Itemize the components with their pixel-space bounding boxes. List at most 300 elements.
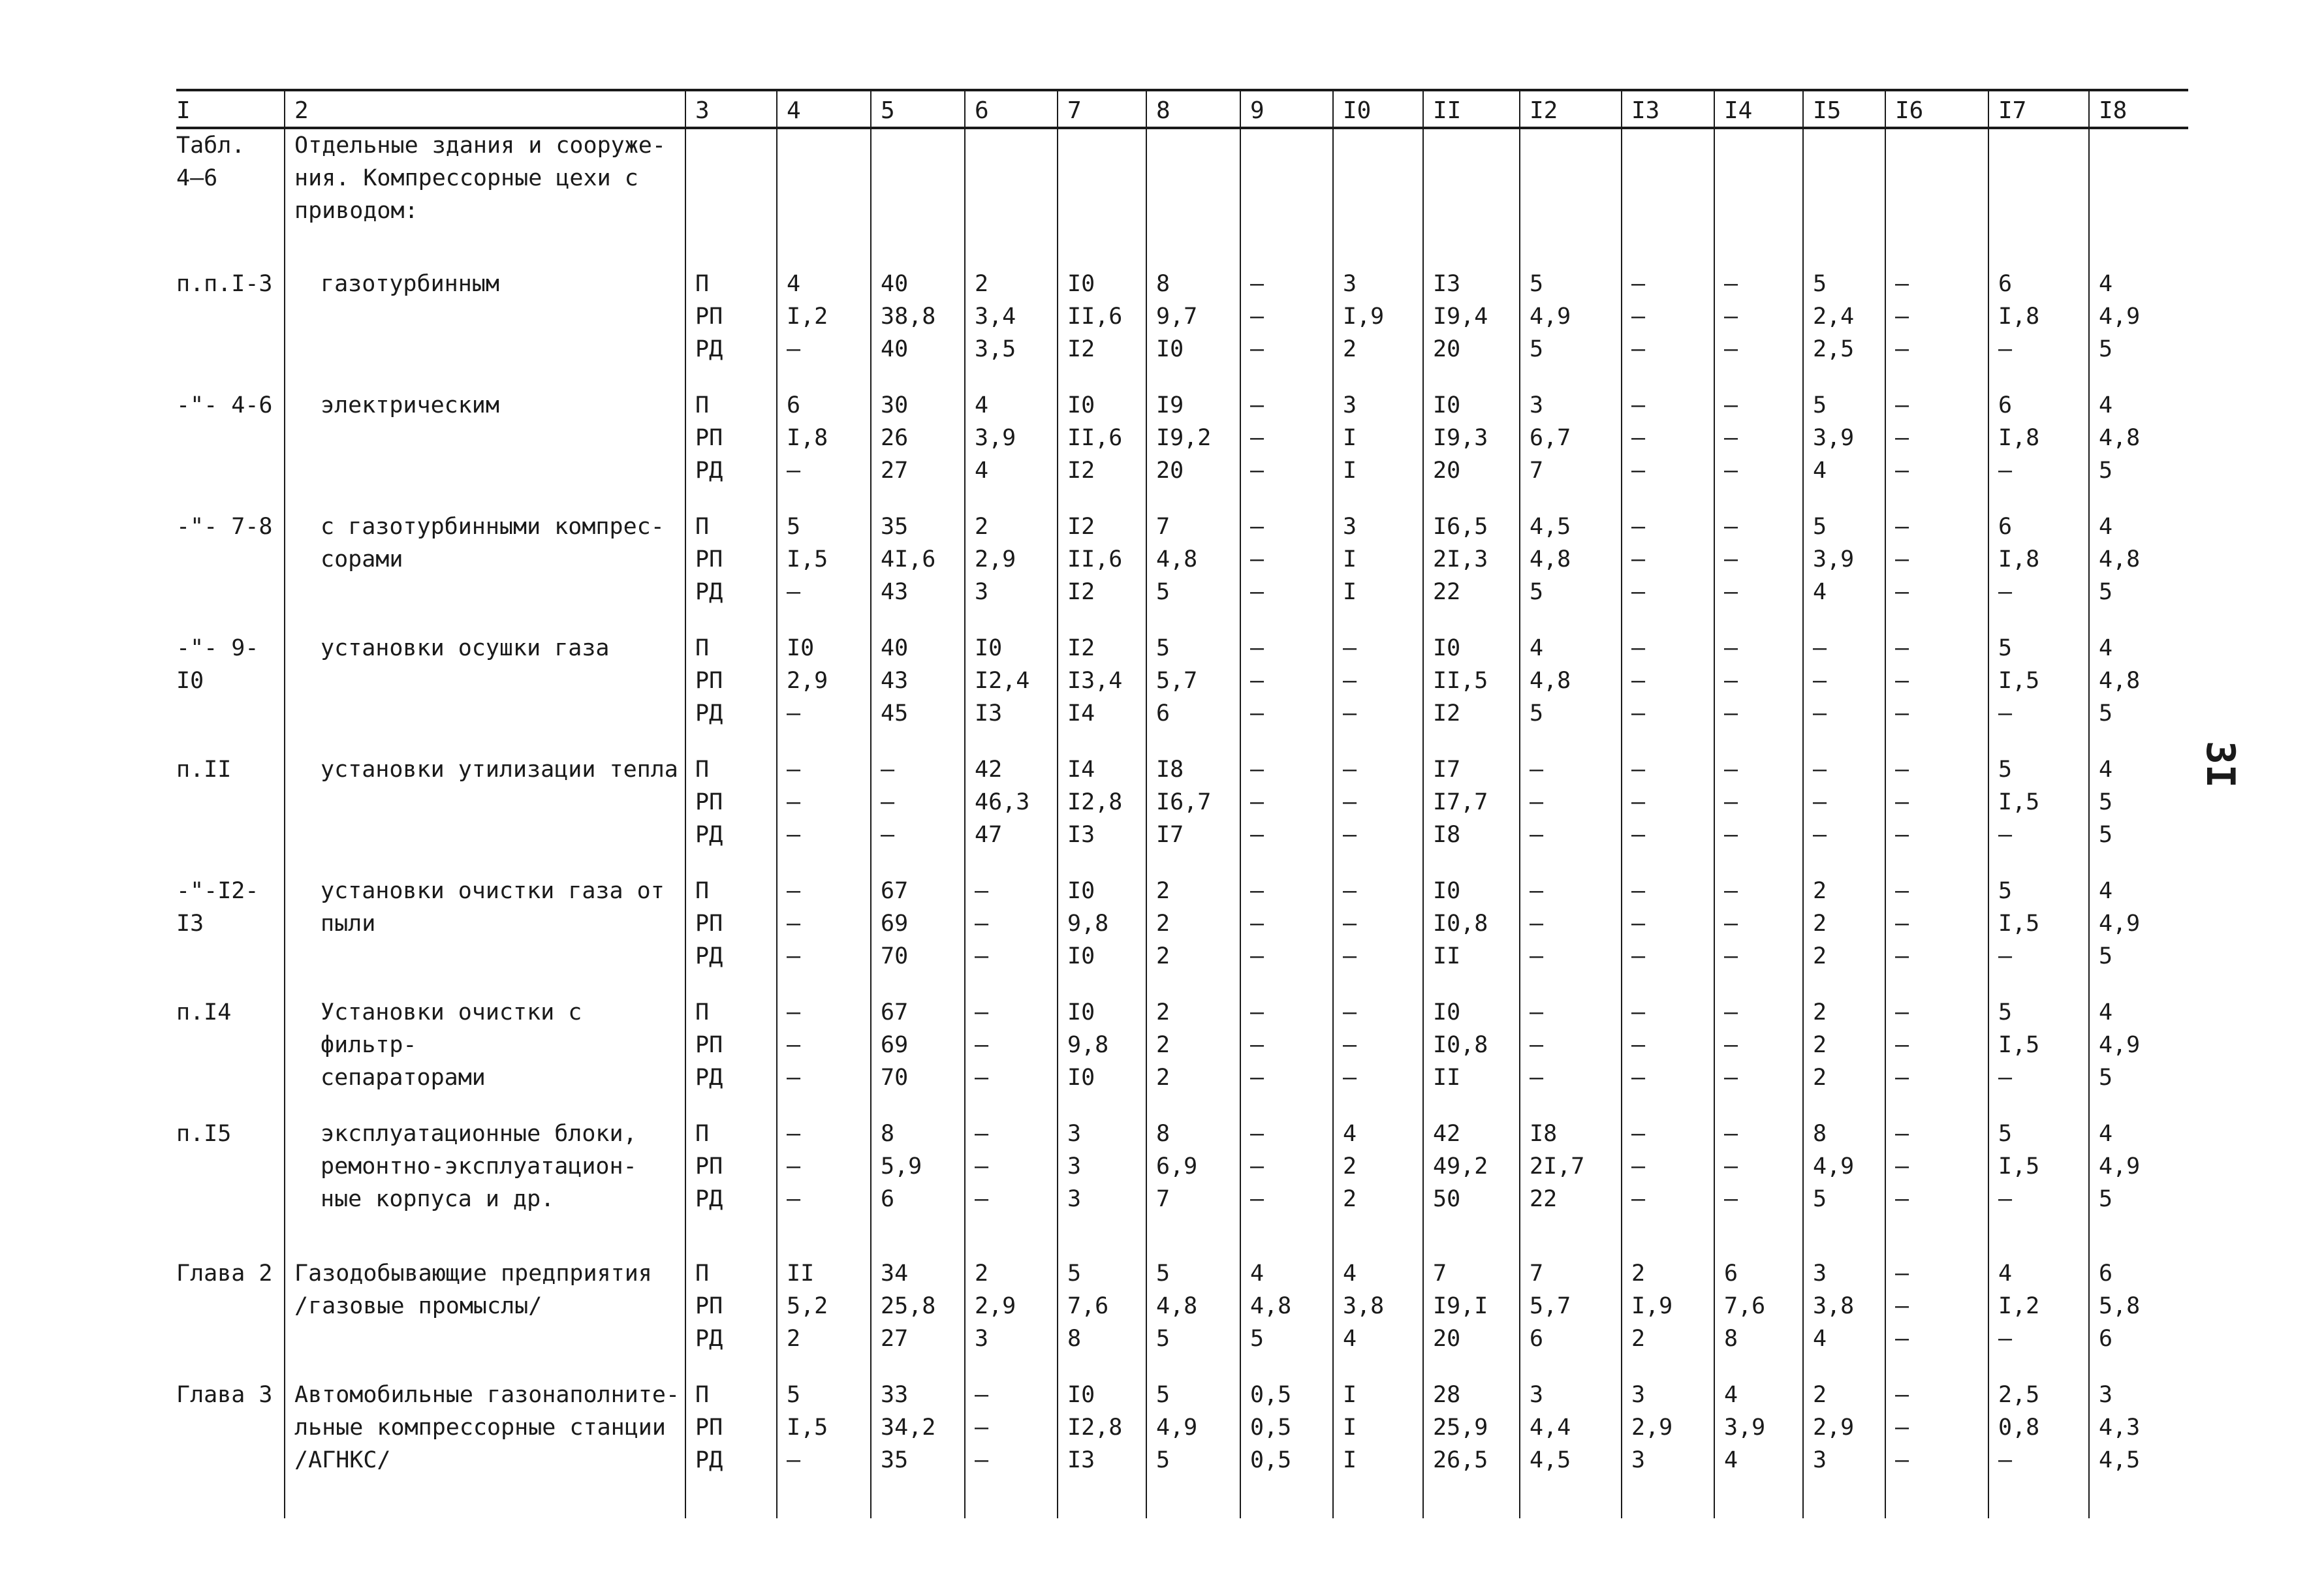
- cell-value: 4: [1724, 1447, 1738, 1473]
- cell-value: 3,9: [975, 425, 1016, 451]
- value-cell: [1714, 875, 1803, 996]
- value-cell: [1803, 389, 1885, 510]
- cell-value: I: [1343, 425, 1357, 451]
- cell-value: 2: [787, 1326, 801, 1352]
- cell-value: –: [1724, 336, 1738, 362]
- value-cell: [1423, 996, 1520, 1118]
- cell-value: I0: [1067, 392, 1095, 418]
- cell-value: 3,4: [975, 304, 1016, 330]
- cell-value: I3: [1067, 1447, 1095, 1473]
- cell-value: –: [1998, 1326, 2013, 1352]
- data-table: [176, 89, 2188, 1518]
- table-row: [176, 510, 2188, 632]
- table-row: [176, 753, 2188, 875]
- cell-value: 2,9: [975, 1293, 1016, 1319]
- cell-value: 3: [1631, 1447, 1646, 1473]
- cell-value: –: [1724, 943, 1738, 969]
- row-description: Установки очистки с фильтр- сепараторами: [285, 996, 685, 1118]
- value-cell: [965, 268, 1058, 389]
- value-cell: [1803, 1257, 1885, 1379]
- cell-value: –: [1724, 1032, 1738, 1058]
- cell-value: 33: [881, 1382, 909, 1408]
- cell-value: –: [1530, 1032, 1544, 1058]
- value-cell: [1240, 753, 1333, 875]
- cell-value: –: [1631, 757, 1646, 783]
- value-cell: [965, 1379, 1058, 1518]
- value-cell: [1423, 753, 1520, 875]
- cell-value: 2: [1813, 1032, 1827, 1058]
- cell-value: –: [787, 911, 801, 937]
- cell-value: I2,8: [1067, 789, 1123, 815]
- cell-value: –: [787, 878, 801, 904]
- cell-value: 40: [881, 336, 909, 362]
- cell-value: 8: [1724, 1326, 1738, 1352]
- cell-value: –: [1250, 546, 1264, 572]
- cell-value: 5: [2099, 579, 2113, 605]
- cell-value: –: [787, 757, 801, 783]
- cell-value: –: [787, 1032, 801, 1058]
- value-cell: [1622, 996, 1714, 1118]
- cell-value: 5: [2099, 700, 2113, 727]
- cell-value: 3: [1343, 392, 1357, 418]
- value-cell: [871, 875, 965, 996]
- cell-value: –: [1724, 546, 1738, 572]
- cell-value: –: [1530, 911, 1544, 937]
- cell-value: –: [1343, 822, 1357, 848]
- cell-value: 5,8: [2099, 1293, 2141, 1319]
- value-cell: [1988, 1118, 2089, 1257]
- table-row: [176, 1379, 2188, 1518]
- row-description: установки очистки газа от пыли: [285, 875, 685, 996]
- cell-value: –: [1343, 1065, 1357, 1091]
- value-cell: [1240, 510, 1333, 632]
- value-cell: [1714, 1257, 1803, 1379]
- value-cell: [1885, 996, 1988, 1118]
- cell-value: 4,8: [2099, 546, 2141, 572]
- column-header: 8: [1146, 90, 1240, 128]
- cell-value: –: [787, 579, 801, 605]
- cell-value: –: [1250, 1186, 1264, 1212]
- cell-value: –: [1250, 458, 1264, 484]
- cell-value: 6: [2099, 1326, 2113, 1352]
- value-cell: [1333, 753, 1423, 875]
- cell-value: I,9: [1631, 1293, 1673, 1319]
- cell-value: 40: [881, 271, 909, 297]
- cell-value: 4: [1813, 1326, 1827, 1352]
- data-table-sheet: [176, 89, 2188, 1505]
- cell-value: 4: [1250, 1260, 1264, 1287]
- cell-value: 2: [1813, 943, 1827, 969]
- cell-value: –: [1895, 1326, 1909, 1352]
- value-cell: [1240, 996, 1333, 1118]
- cell-value: 3: [1067, 1121, 1082, 1147]
- cell-value: 6: [1998, 271, 2013, 297]
- cell-value: 42: [975, 757, 1003, 783]
- cell-value: 2: [1813, 878, 1827, 904]
- cell-value: –: [787, 789, 801, 815]
- cell-value: –: [1724, 999, 1738, 1025]
- value-cell: [1622, 632, 1714, 753]
- row-codes: [685, 753, 777, 875]
- cell-value: 5: [2099, 789, 2113, 815]
- cell-value: 5: [1813, 514, 1827, 540]
- table-row: [176, 875, 2188, 996]
- cell-value: 34: [881, 1260, 909, 1287]
- cell-value: 3: [1813, 1260, 1827, 1287]
- cell-value: 4,8: [1530, 668, 1571, 694]
- cell-value: 4,9: [1530, 304, 1571, 330]
- cell-value: 20: [1156, 458, 1184, 484]
- value-cell: [1423, 1257, 1520, 1379]
- cell-value: –: [1343, 1032, 1357, 1058]
- cell-value: –: [1343, 943, 1357, 969]
- cell-value: I6,5: [1433, 514, 1488, 540]
- cell-value: 5: [2099, 943, 2113, 969]
- value-cell: [1520, 1379, 1622, 1518]
- cell-value: 5: [1813, 392, 1827, 418]
- cell-value: 2: [975, 514, 989, 540]
- cell-value: 2: [975, 1260, 989, 1287]
- code-label: П: [695, 1121, 710, 1147]
- cell-value: –: [1895, 1032, 1909, 1058]
- cell-value: 67: [881, 999, 909, 1025]
- cell-value: 7: [1156, 1186, 1170, 1212]
- cell-value: I: [1343, 546, 1357, 572]
- value-cell: [2089, 128, 2188, 268]
- cell-value: II: [787, 1260, 815, 1287]
- cell-value: –: [1895, 822, 1909, 848]
- cell-value: –: [1895, 579, 1909, 605]
- cell-value: –: [1895, 668, 1909, 694]
- cell-value: –: [1530, 878, 1544, 904]
- cell-value: –: [1724, 878, 1738, 904]
- cell-value: 6: [2099, 1260, 2113, 1287]
- value-cell: [1885, 753, 1988, 875]
- code-label: РД: [695, 1326, 723, 1352]
- column-header: I: [176, 90, 285, 128]
- cell-value: –: [1631, 579, 1646, 605]
- cell-value: I,5: [1998, 1032, 2040, 1058]
- cell-value: 4,5: [2099, 1447, 2141, 1473]
- cell-value: 2: [1813, 911, 1827, 937]
- cell-value: –: [1530, 789, 1544, 815]
- cell-value: –: [1895, 1260, 1909, 1287]
- cell-value: I2: [1067, 579, 1095, 605]
- cell-value: –: [1250, 822, 1264, 848]
- cell-value: –: [1724, 1121, 1738, 1147]
- cell-value: I,5: [1998, 911, 2040, 937]
- code-label: РП: [695, 304, 723, 330]
- value-cell: [1240, 1257, 1333, 1379]
- cell-value: I2,8: [1067, 1415, 1123, 1441]
- row-reference: -"-I2-I3: [176, 878, 259, 937]
- cell-value: 3,8: [1813, 1293, 1855, 1319]
- cell-value: 5: [2099, 822, 2113, 848]
- cell-value: I0: [1067, 999, 1095, 1025]
- cell-value: 3,5: [975, 336, 1016, 362]
- cell-value: –: [1631, 911, 1646, 937]
- cell-value: –: [1724, 822, 1738, 848]
- cell-value: –: [787, 1065, 801, 1091]
- value-cell: [965, 632, 1058, 753]
- cell-value: 47: [975, 822, 1003, 848]
- cell-value: –: [1250, 514, 1264, 540]
- cell-value: I2: [1067, 635, 1095, 661]
- cell-value: 70: [881, 1065, 909, 1091]
- cell-value: I9,3: [1433, 425, 1488, 451]
- value-cell: [1622, 1379, 1714, 1518]
- cell-value: 4,3: [2099, 1415, 2141, 1441]
- value-cell: [777, 632, 871, 753]
- cell-value: 67: [881, 878, 909, 904]
- cell-value: 4,8: [1156, 546, 1198, 572]
- code-label: РП: [695, 668, 723, 694]
- cell-value: 4,8: [1530, 546, 1571, 572]
- cell-value: –: [1895, 1153, 1909, 1180]
- cell-value: –: [1631, 822, 1646, 848]
- cell-value: I,5: [1998, 789, 2040, 815]
- value-cell: [871, 632, 965, 753]
- cell-value: 3,9: [1813, 546, 1855, 572]
- cell-value: 35: [881, 514, 909, 540]
- cell-value: –: [1631, 1065, 1646, 1091]
- column-header: I7: [1988, 90, 2089, 128]
- value-cell: [1058, 510, 1146, 632]
- cell-value: 45: [881, 700, 909, 727]
- cell-value: –: [1813, 822, 1827, 848]
- cell-value: –: [1998, 943, 2013, 969]
- cell-value: –: [1530, 822, 1544, 848]
- cell-value: 4: [2099, 878, 2113, 904]
- cell-value: 6: [1724, 1260, 1738, 1287]
- cell-value: I: [1343, 1447, 1357, 1473]
- value-cell: [2089, 996, 2188, 1118]
- value-cell: [1803, 996, 1885, 1118]
- cell-value: I0: [1433, 392, 1461, 418]
- cell-value: –: [1530, 1065, 1544, 1091]
- cell-value: 4: [975, 458, 989, 484]
- value-cell: [1520, 996, 1622, 1118]
- value-cell: [2089, 268, 2188, 389]
- value-cell: [1520, 875, 1622, 996]
- value-cell: [1803, 875, 1885, 996]
- cell-value: –: [1895, 1382, 1909, 1408]
- cell-value: –: [1343, 700, 1357, 727]
- cell-value: 4,9: [2099, 1032, 2141, 1058]
- value-cell: [1333, 1118, 1423, 1257]
- cell-value: 2: [1631, 1260, 1646, 1287]
- cell-value: 5: [1156, 635, 1170, 661]
- code-label: П: [695, 1260, 710, 1287]
- cell-value: 3,9: [1724, 1415, 1766, 1441]
- cell-value: I,5: [787, 1415, 828, 1441]
- cell-value: –: [1724, 911, 1738, 937]
- column-header: 7: [1058, 90, 1146, 128]
- cell-value: –: [1895, 635, 1909, 661]
- value-cell: [965, 1118, 1058, 1257]
- code-label: РД: [695, 943, 723, 969]
- cell-value: –: [1631, 943, 1646, 969]
- cell-value: –: [1250, 1032, 1264, 1058]
- cell-value: –: [1250, 635, 1264, 661]
- table-body: [176, 128, 2188, 1518]
- value-cell: [2089, 510, 2188, 632]
- cell-value: –: [1530, 999, 1544, 1025]
- cell-value: 4,8: [2099, 425, 2141, 451]
- column-header: II: [1423, 90, 1520, 128]
- value-cell: [1423, 268, 1520, 389]
- cell-value: –: [1724, 1153, 1738, 1180]
- cell-value: 4: [1343, 1260, 1357, 1287]
- cell-value: –: [1813, 700, 1827, 727]
- cell-value: –: [1631, 1186, 1646, 1212]
- cell-value: 4: [1813, 579, 1827, 605]
- row-reference: п.I4: [176, 999, 232, 1025]
- cell-value: 5: [1813, 271, 1827, 297]
- code-label: РД: [695, 579, 723, 605]
- row-codes: [685, 1257, 777, 1379]
- cell-value: –: [1895, 271, 1909, 297]
- value-cell: [1146, 1118, 1240, 1257]
- cell-value: –: [1724, 304, 1738, 330]
- value-cell: [1714, 996, 1803, 1118]
- cell-value: 2I,3: [1433, 546, 1488, 572]
- cell-value: –: [1724, 271, 1738, 297]
- cell-value: 2: [1813, 1065, 1827, 1091]
- cell-value: –: [1250, 1121, 1264, 1147]
- cell-value: 2: [1156, 1065, 1170, 1091]
- value-cell: [1803, 1118, 1885, 1257]
- table-row: [176, 1257, 2188, 1379]
- cell-value: –: [975, 1153, 989, 1180]
- value-cell: [1240, 1379, 1333, 1518]
- value-cell: [1058, 1118, 1146, 1257]
- row-reference: -"- 9-I0: [176, 635, 259, 694]
- cell-value: –: [1724, 789, 1738, 815]
- value-cell: [1058, 128, 1146, 268]
- cell-value: –: [975, 1382, 989, 1408]
- value-cell: [871, 128, 965, 268]
- cell-value: 5,9: [881, 1153, 922, 1180]
- value-cell: [1423, 1118, 1520, 1257]
- row-codes: [685, 1379, 777, 1518]
- cell-value: 25,8: [881, 1293, 936, 1319]
- value-cell: [1058, 875, 1146, 996]
- cell-value: 4: [2099, 635, 2113, 661]
- cell-value: 5: [2099, 1186, 2113, 1212]
- cell-value: –: [1250, 668, 1264, 694]
- cell-value: 5: [1998, 878, 2013, 904]
- cell-value: –: [1724, 1065, 1738, 1091]
- cell-value: –: [1343, 911, 1357, 937]
- cell-value: 5: [1998, 757, 2013, 783]
- cell-value: 4: [1343, 1121, 1357, 1147]
- cell-value: I9,4: [1433, 304, 1488, 330]
- value-cell: [1240, 632, 1333, 753]
- cell-value: 3: [1530, 392, 1544, 418]
- cell-value: 4: [2099, 999, 2113, 1025]
- code-label: РД: [695, 336, 723, 362]
- value-cell: [871, 1118, 965, 1257]
- cell-value: 2,9: [975, 546, 1016, 572]
- cell-value: –: [1631, 336, 1646, 362]
- cell-value: I2: [1067, 458, 1095, 484]
- value-cell: [1520, 389, 1622, 510]
- cell-value: 4,9: [1813, 1153, 1855, 1180]
- value-cell: [2089, 875, 2188, 996]
- value-cell: [1423, 1379, 1520, 1518]
- table-row: [176, 1118, 2188, 1257]
- table-row: [176, 128, 2188, 268]
- cell-value: I: [1343, 458, 1357, 484]
- row-reference: п.п.I-3: [176, 271, 273, 297]
- cell-value: 3: [1813, 1447, 1827, 1473]
- cell-value: 4,8: [2099, 668, 2141, 694]
- cell-value: –: [1343, 668, 1357, 694]
- cell-value: 5: [1156, 579, 1170, 605]
- cell-value: –: [1998, 336, 2013, 362]
- value-cell: [1423, 510, 1520, 632]
- cell-value: 6: [1530, 1326, 1544, 1352]
- value-cell: [1803, 1379, 1885, 1518]
- column-header: I0: [1333, 90, 1423, 128]
- cell-value: 4,5: [1530, 1447, 1571, 1473]
- cell-value: 4,8: [1250, 1293, 1292, 1319]
- cell-value: I,8: [787, 425, 828, 451]
- cell-value: –: [1631, 546, 1646, 572]
- value-cell: [1714, 1118, 1803, 1257]
- value-cell: [1146, 996, 1240, 1118]
- cell-value: –: [1631, 1153, 1646, 1180]
- cell-value: –: [1998, 458, 2013, 484]
- row-description: электрическим: [285, 389, 685, 510]
- cell-value: –: [975, 1186, 989, 1212]
- value-cell: [965, 996, 1058, 1118]
- cell-value: –: [787, 336, 801, 362]
- cell-value: 5: [1156, 1382, 1170, 1408]
- cell-value: –: [1895, 999, 1909, 1025]
- row-description: с газотурбинными компрес- сорами: [285, 510, 685, 632]
- cell-value: II: [1433, 1065, 1461, 1091]
- cell-value: 27: [881, 458, 909, 484]
- cell-value: 6: [1156, 700, 1170, 727]
- cell-value: 4I,6: [881, 546, 936, 572]
- cell-value: 2,9: [1631, 1415, 1673, 1441]
- cell-value: 4,4: [1530, 1415, 1571, 1441]
- value-cell: [1714, 128, 1803, 268]
- value-cell: [1520, 753, 1622, 875]
- value-cell: [1146, 632, 1240, 753]
- value-cell: [1146, 389, 1240, 510]
- cell-value: 20: [1433, 458, 1461, 484]
- cell-value: I0: [1433, 635, 1461, 661]
- cell-value: –: [975, 999, 989, 1025]
- value-cell: [1714, 268, 1803, 389]
- cell-value: I9,2: [1156, 425, 1212, 451]
- value-cell: [1622, 510, 1714, 632]
- column-header: I2: [1520, 90, 1622, 128]
- cell-value: –: [1631, 458, 1646, 484]
- cell-value: –: [881, 822, 895, 848]
- cell-value: –: [1530, 943, 1544, 969]
- cell-value: 4: [1530, 635, 1544, 661]
- cell-value: 9,8: [1067, 911, 1109, 937]
- value-cell: [871, 1379, 965, 1518]
- cell-value: –: [1895, 304, 1909, 330]
- cell-value: –: [1724, 635, 1738, 661]
- cell-value: 5: [787, 514, 801, 540]
- value-cell: [1333, 268, 1423, 389]
